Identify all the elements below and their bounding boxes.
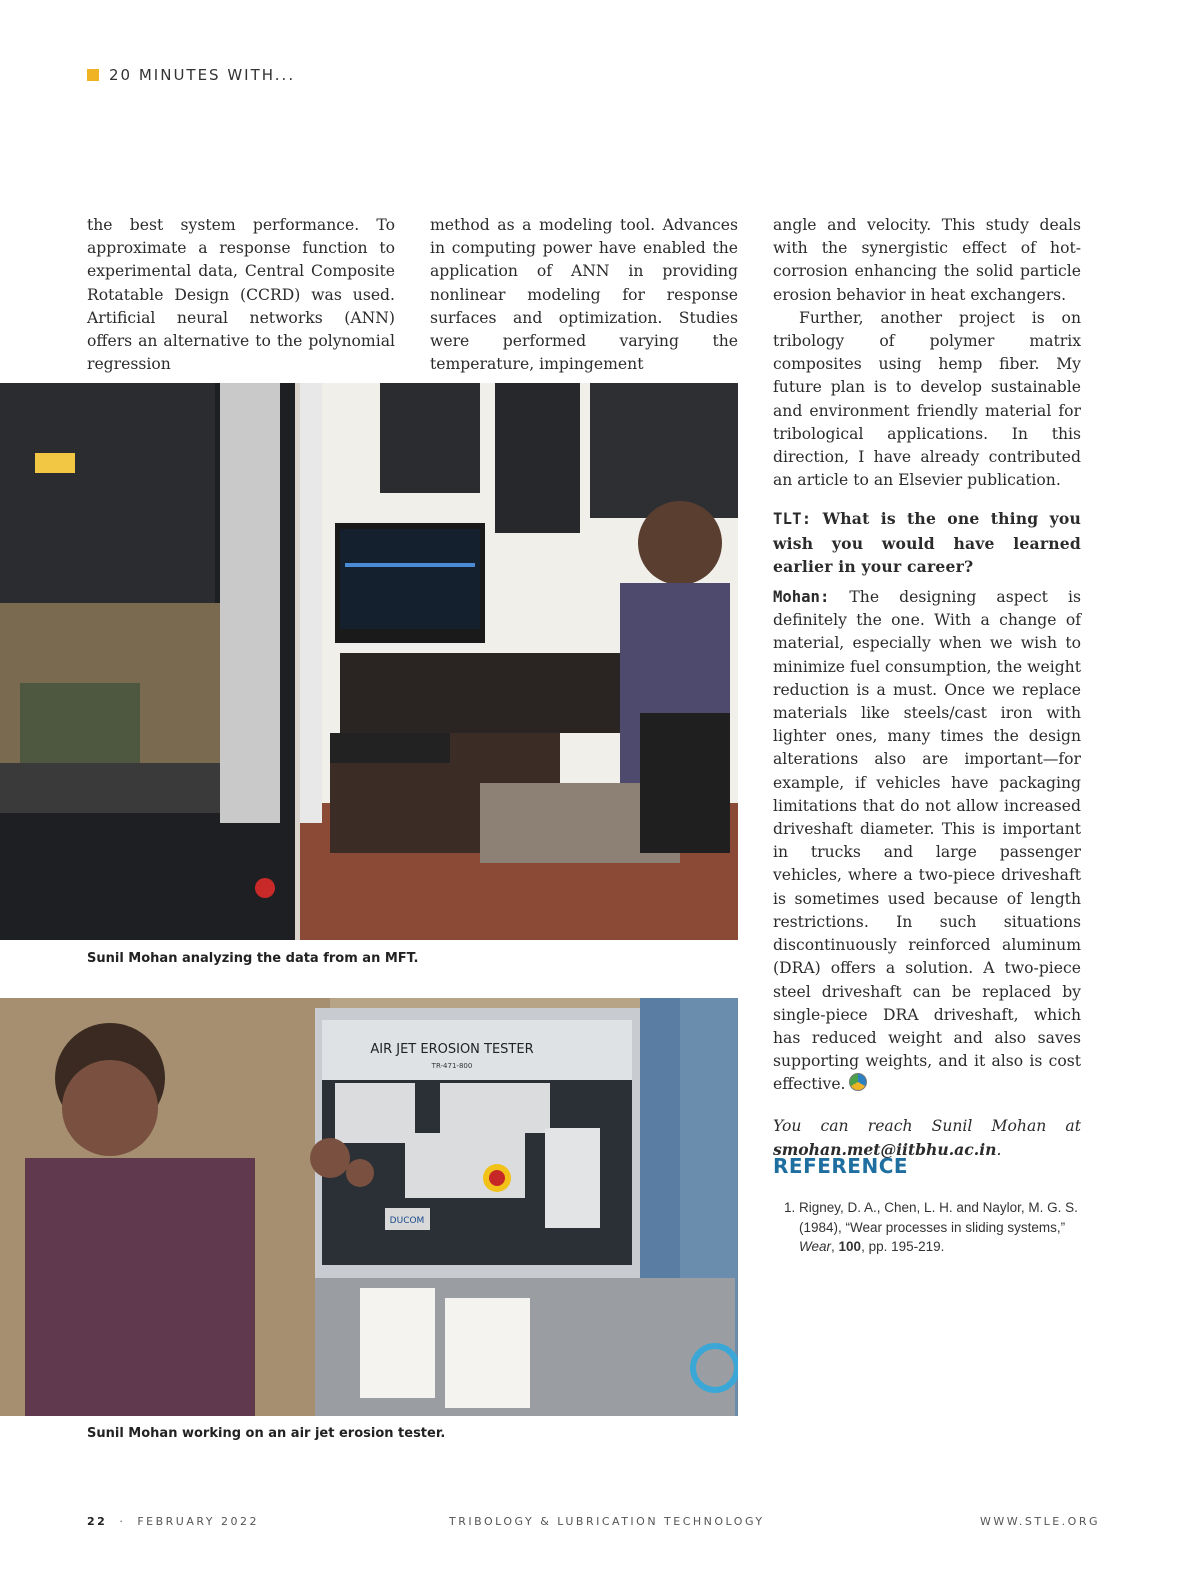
section-tag [87, 66, 295, 84]
panel-title: AIR JET EROSION TESTER [370, 1042, 534, 1057]
section-tag-label: 20 MINUTES WITH... [109, 66, 296, 84]
reference-journal: Wear [799, 1239, 832, 1254]
end-mark-icon [849, 1073, 867, 1091]
article-column-1 [87, 214, 395, 376]
photo-mft-analysis [0, 383, 738, 940]
reference-pages: , pp. 195-219. [861, 1239, 945, 1254]
photo2-caption: Sunil Mohan working on an air jet erosion tester. [87, 1426, 446, 1441]
photo1-caption: Sunil Mohan analyzing the data from an MFT. [87, 951, 419, 966]
panel-brand: DUCOM [389, 1216, 425, 1226]
column3-paragraph-2: Further, another project is on tribology of polymer matrix composites using hemp fiber. My future plan is to develop sustainable and environment friendly material for tribological applications. In this direction, I have already contributed an article to an Elsevier publication. [773, 308, 1081, 490]
interview-question [773, 507, 1081, 578]
footer-left [87, 1515, 259, 1528]
answer-text: The designing aspect is definitely the one. With a change of material, especially when we wish to minimize fuel consumption, the weight reduction is a must. Once we replace materials like steels/cast iron with lighter ones, many times the design alterations also are important—for example, if vehicles have packaging limitations that do not allow increased driveshaft diameter. This is important in trucks and large passenger vehicles, where a two-piece driveshaft is sometimes used because of length restrictions. In such situations discontinuously reinforced aluminum (DRA) offers a solution. A two-piece steel driveshaft can be replaced by single-piece DRA driveshaft, which has reduced weight and also saves supporting weights, and it also is cost effective. [773, 588, 1081, 1094]
section-marker-icon [87, 69, 99, 81]
reference-volume: 100 [838, 1239, 862, 1254]
publication-name: TRIBOLOGY & LUBRICATION TECHNOLOGY [449, 1515, 765, 1528]
footer-separator: · [119, 1515, 126, 1528]
photo-mft-illustration [0, 383, 738, 940]
answer-speaker: Mohan: [773, 588, 830, 607]
article-column-3 [773, 214, 1081, 1162]
photo-air-jet-erosion-tester [0, 998, 738, 1416]
contact-suffix: . [996, 1140, 1002, 1159]
column2-text: method as a modeling tool. Advances in computing power have enabled the application of ANN in providing nonlinear modeling for response surfaces and optimization. Studies were performed varying the temperature, impingement [430, 216, 738, 374]
reference-item: 1. Rigney, D. A., Chen, L. H. and Naylor, M. G. S. (1984), “Wear processes in sliding systems,” Wear, 100, pp. 195-219. [799, 1198, 1099, 1257]
article-column-2 [430, 214, 738, 376]
contact-email[interactable]: smohan.met@iitbhu.ac.in [773, 1139, 997, 1159]
photo-erosion-tester-illustration [0, 998, 738, 1416]
contact-prefix: You can reach Sunil Mohan at [773, 1116, 1081, 1135]
column1-text: the best system performance. To approximate a response function to experimental data, Central Composite Rotatable Design (CCRD) was used. Artificial neural networks (ANN) offers an alternative to the polynomial regression [87, 216, 395, 374]
reference-list [781, 1198, 1099, 1257]
website-link[interactable]: WWW.STLE.ORG [980, 1515, 1100, 1528]
issue-date: FEBRUARY 2022 [137, 1515, 260, 1528]
interview-answer [773, 586, 1081, 1096]
question-text: What is the one thing you wish you would have learned earlier in your career? [773, 509, 1081, 576]
reference-heading: REFERENCE [773, 1154, 909, 1178]
column3-paragraph-1: angle and velocity. This study deals with the synergistic effect of hot-corrosion enhancing the solid particle erosion behavior in heat exchangers. [773, 216, 1081, 304]
panel-model: TR-471-800 [431, 1062, 473, 1070]
reference-authors: Rigney, D. A., Chen, L. H. and Naylor, M. G. S. (1984), “Wear processes in sliding systems,” [799, 1200, 1078, 1235]
page-number: 22 [87, 1515, 108, 1528]
question-speaker: TLT: [773, 510, 812, 529]
